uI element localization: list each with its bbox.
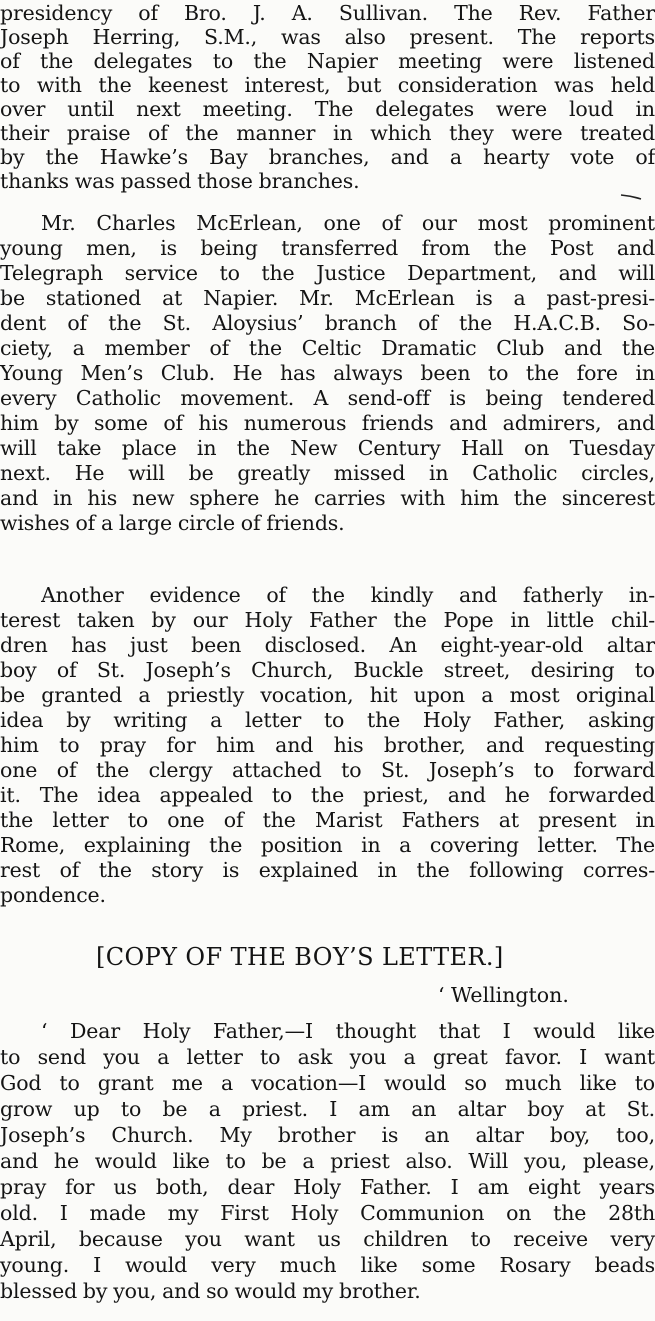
text-line: thanks was passed those branches. — [0, 169, 360, 193]
letter-heading: [COPY OF THE BOY’S LETTER.] — [96, 943, 504, 971]
ink-smudge-mark — [620, 194, 642, 200]
text-line: rest of the story is explained in the following corres- — [0, 858, 655, 882]
text-line: dren has just been disclosed. An eight-year-old altar — [0, 633, 655, 657]
text-line: be granted a priestly vocation, hit upon a most original — [0, 683, 655, 707]
text-line: every Catholic movement. A send-off is being tendered — [0, 386, 655, 410]
text-line: their praise of the manner in which they were treated — [0, 121, 655, 145]
text-line: Mr. Charles McErlean, one of our most prominent — [41, 211, 655, 235]
text-line: young men, is being transferred from the Post and — [0, 236, 655, 260]
text-line: and in his new sphere he carries with him the sincerest — [0, 486, 655, 510]
text-line: terest taken by our Holy Father the Pope in little chil- — [0, 608, 655, 632]
text-line: over until next meeting. The delegates were loud in — [0, 97, 655, 121]
text-line: God to grant me a vocation—I would so much like to — [0, 1071, 655, 1095]
text-line: ciety, a member of the Celtic Dramatic Club and the — [0, 336, 655, 360]
text-line: young. I would very much like some Rosary beads — [0, 1253, 655, 1277]
text-line: pondence. — [0, 883, 106, 907]
text-line: of the delegates to the Napier meeting were listened — [0, 49, 655, 73]
text-line: dent of the St. Aloysius’ branch of the H.A.C.B. So- — [0, 311, 655, 335]
text-line: Joseph Herring, S.M., was also present. The reports — [0, 25, 655, 49]
text-line: Telegraph service to the Justice Department, and will — [0, 261, 655, 285]
text-line: him to pray for him and his brother, and requesting — [0, 733, 655, 757]
text-line: Young Men’s Club. He has always been to the fore in — [0, 361, 655, 385]
text-line: April, because you want us children to receive very — [0, 1227, 655, 1251]
text-line: be stationed at Napier. Mr. McErlean is a past-presi- — [0, 286, 655, 310]
text-line: one of the clergy attached to St. Joseph’s to forward — [0, 758, 655, 782]
text-line: boy of St. Joseph’s Church, Buckle street, desiring to — [0, 658, 655, 682]
text-line: pray for us both, dear Holy Father. I am eight years — [0, 1175, 655, 1199]
text-line: wishes of a large circle of friends. — [0, 511, 345, 535]
text-line: by the Hawke’s Bay branches, and a hearty vote of — [0, 145, 655, 169]
text-line: grow up to be a priest. I am an altar boy at St. — [0, 1097, 655, 1121]
letter-dateline: ‘ Wellington. — [438, 983, 569, 1007]
text-line: idea by writing a letter to the Holy Father, asking — [0, 708, 655, 732]
text-line: to send you a letter to ask you a great favor. I want — [0, 1045, 655, 1069]
text-line: old. I made my First Holy Communion on the 28th — [0, 1201, 655, 1225]
text-line: Another evidence of the kindly and fatherly in- — [41, 583, 655, 607]
text-line: Joseph’s Church. My brother is an altar boy, too, — [0, 1123, 655, 1147]
text-line: ‘ Dear Holy Father,—I thought that I would like — [41, 1019, 655, 1043]
text-line: the letter to one of the Marist Fathers at present in — [0, 808, 655, 832]
text-line: blessed by you, and so would my brother. — [0, 1279, 421, 1303]
text-line: presidency of Bro. J. A. Sullivan. The Rev. Father — [0, 1, 655, 25]
text-line: Rome, explaining the position in a covering letter. The — [0, 833, 655, 857]
text-line: him by some of his numerous friends and admirers, and — [0, 411, 655, 435]
text-line: and he would like to be a priest also. Will you, please, — [0, 1149, 655, 1173]
text-line: will take place in the New Century Hall on Tuesday — [0, 436, 655, 460]
text-line: it. The idea appealed to the priest, and he forwarded — [0, 783, 655, 807]
text-line: to with the keenest interest, but consideration was held — [0, 73, 655, 97]
text-line: next. He will be greatly missed in Catholic circles, — [0, 461, 655, 485]
